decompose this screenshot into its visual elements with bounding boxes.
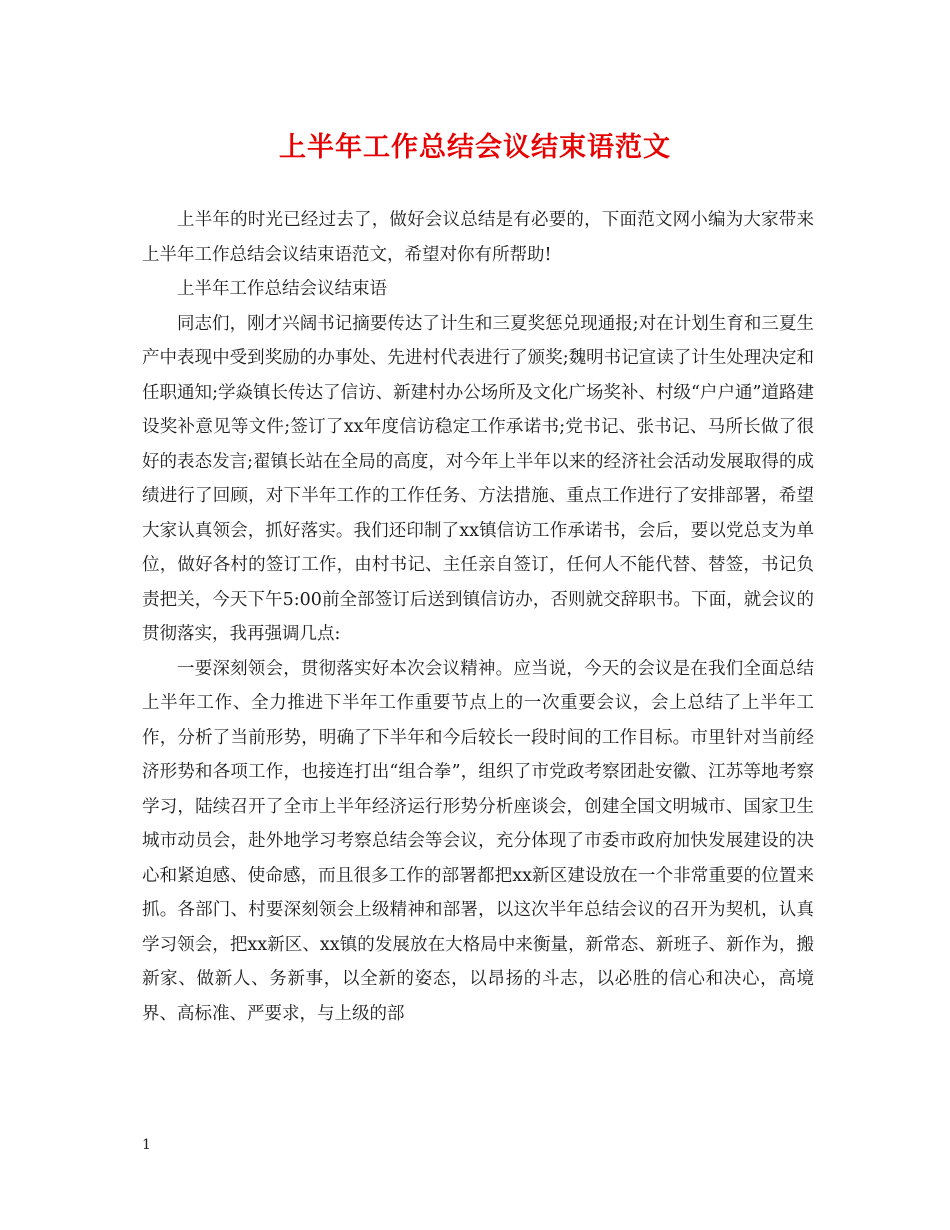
body-paragraph: 一要深刻领会，贯彻落实好本次会议精神。应当说，今天的会议是在我们全面总结上半年工作、全力推进下半年工作重要节点上的一次重要会议，会上总结了上半年工作，分析了当前形势，明确了下半年和今后较长一段时间的工作目标。市里针对当前经济形势和各项工作，也接连打出“组合拳”，组织了市党政考察团赴安徽、江苏等地考察学习，陆续召开了全市上半年经济运行形势分析座谈会，创建全国文明城市、国家卫生城市动员会，赴外地学习考察总结会等会议，充分体现了市委市政府加快发展建设的决心和紧迫感、使命感，而且很多工作的部署都把xx新区建设放在一个非常重要的位置来抓。各部门、村要深刻领会上级精神和部署，以这次半年总结会议的召开为契机，认真学习领会，把xx新区、xx镇的发展放在大格局中来衡量，新常态、新班子、新作为，搬新家、做新人、务新事，以全新的姿态，以昂扬的斗志，以必胜的信心和决心，高境界、高标准、严要求，与上级的部 xyxy=(142,658,814,1024)
page-number: 1 xyxy=(142,1137,151,1153)
intro-paragraph: 上半年的时光已经过去了，做好会议总结是有必要的，下面范文网小编为大家带来上半年工作总结会议结束语范文，希望对你有所帮助! xyxy=(142,210,814,265)
section-heading: 上半年工作总结会议结束语 xyxy=(177,279,387,299)
document-title: 上半年工作总结会议结束语范文 xyxy=(279,132,671,163)
body-paragraph: 同志们，刚才兴阔书记摘要传达了计生和三夏奖惩兑现通报;对在计划生育和三夏生产中表现中受到奖励的办事处、先进村代表进行了颁奖;魏明书记宣读了计生处理决定和任职通知;学焱镇长传达了信访、新建村办公场所及文化广场奖补、村级“户户通”道路建设奖补意见等文件;签订了xx年度信访稳定工作承诺书;党书记、张书记、马所长做了很好的表态发言;翟镇长站在全局的高度，对今年上半年以来的经济社会活动发展取得的成绩进行了回顾，对下半年工作的工作任务、方法措施、重点工作进行了安排部署，希望大家认真领会，抓好落实。我们还印制了xx镇信访工作承诺书，会后，要以党总支为单位，做好各村的签订工作，由村书记、主任亲自签订，任何人不能代替、替签，书记负责把关，今天下午5:00前全部签订后送到镇信访办，否则就交辞职书。下面，就会议的贯彻落实，我再强调几点: xyxy=(142,313,814,644)
document-body xyxy=(142,203,814,1031)
